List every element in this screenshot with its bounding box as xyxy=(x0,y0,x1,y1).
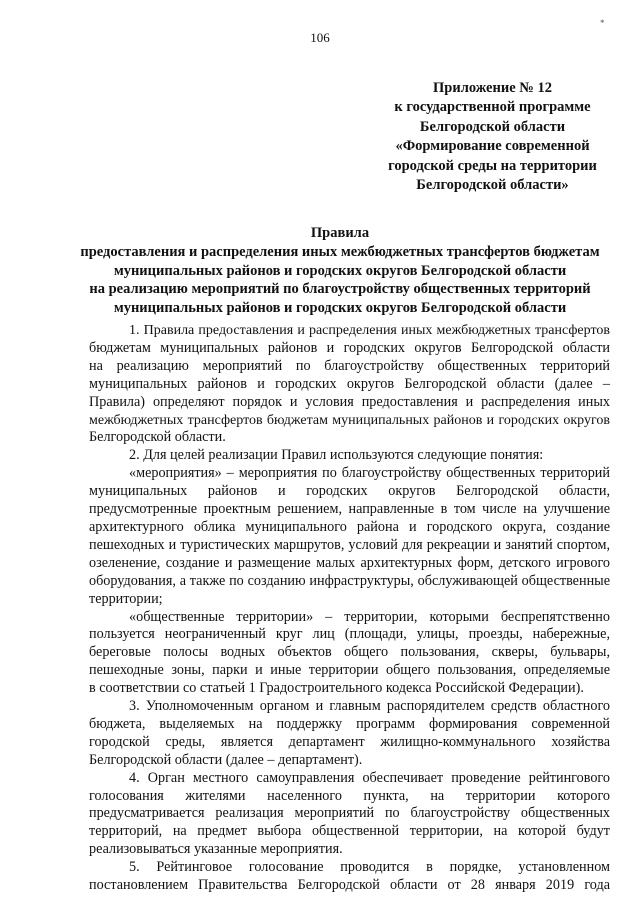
title-line: предоставления и распределения иных межбюджетных трансфертов бюджетам xyxy=(80,244,600,260)
corner-mark: * xyxy=(600,18,605,28)
body-line: «общественные территории» – территории, которыми беспрепятственно xyxy=(129,608,610,625)
body-line: бюджета, выделяемых на поддержку программ формирования современной xyxy=(89,715,610,732)
body-line: территории; xyxy=(89,590,163,607)
body-line: бюджетам муниципальных районов и городских округов Белгородской области xyxy=(89,339,610,356)
document-title xyxy=(70,224,610,317)
appendix-line: городской среды на территории xyxy=(388,157,597,174)
body-line: муниципальных районов и городских округов Белгородской области, xyxy=(89,483,610,500)
body-line: оборудования, а также по созданию инфраструктуры, обслуживающей общественные xyxy=(89,572,610,589)
appendix-line: «Формирование современной xyxy=(395,138,590,155)
body-line: предусматривается реализация мероприятий по благоустройству общественных xyxy=(89,805,610,822)
appendix-line: Приложение № 12 xyxy=(433,80,552,96)
body-line: Белгородской области (далее – департамент). xyxy=(89,751,363,768)
body-line: пешеходных и туристических маршрутов, условий для рекреации и занятий спортом, xyxy=(89,536,610,553)
body-line: 2. Для целей реализации Правил используются следующие понятия: xyxy=(129,447,544,464)
body-line: голосования жителями населенного пункта, на территории которого xyxy=(89,787,610,804)
title-main: Правила xyxy=(310,225,370,241)
body-line: 4. Орган местного самоуправления обеспечивает проведение рейтингового xyxy=(129,769,610,786)
body-line: территорий, на предмет выбора общественной территории, на которой будут xyxy=(89,823,610,840)
body-line: предусмотренные проектным решением, направленные в том числе на улучшение xyxy=(89,501,610,518)
body-line: озеленение, создание и размещение малых архитектурных форм, детского игрового xyxy=(89,554,610,571)
document-body xyxy=(89,322,610,895)
body-line: береговые полосы водных объектов общего пользования, скверы, бульвары, xyxy=(89,644,610,661)
appendix-line: к государственной программе xyxy=(394,99,591,116)
appendix-line: Белгородской области» xyxy=(416,177,569,194)
title-line: на реализацию мероприятий по благоустройству общественных территорий xyxy=(89,281,591,297)
body-line: архитектурного облика муниципального района и городского округа, создание xyxy=(89,518,610,535)
body-line: постановлением Правительства Белгородской области от 28 января 2019 года xyxy=(89,877,610,894)
title-line: муниципальных районов и городских округов Белгородской области xyxy=(113,262,567,279)
body-line: реализовываться указанные мероприятия. xyxy=(89,841,343,858)
body-line: 5. Рейтинговое голосование проводится в порядке, установленном xyxy=(129,859,610,876)
body-line: Правила) определяют порядок и условия предоставления и распределения иных xyxy=(89,393,610,410)
appendix-line: Белгородской области xyxy=(419,118,566,135)
title-line: муниципальных районов и городских округов Белгородской области xyxy=(113,299,567,316)
body-line: Белгородской области. xyxy=(89,429,226,446)
body-line: в соответствии со статьей 1 Градостроительного кодекса Российской Федерации). xyxy=(89,680,584,697)
body-line: «мероприятия» – мероприятия по благоустройству общественных территорий xyxy=(129,465,610,482)
body-line: на реализацию мероприятий по благоустройству общественных территорий xyxy=(89,357,610,374)
body-line: муниципальных районов и городских округов Белгородской области (далее – xyxy=(89,375,610,392)
body-line: пешеходные зоны, парки и иные территории общего пользования, определяемые xyxy=(89,662,610,679)
body-line: городской среды, является департамент жилищно-коммунального хозяйства xyxy=(89,733,610,750)
body-line: 3. Уполномоченным органом и главным распорядителем средств областного xyxy=(129,698,610,715)
appendix-block xyxy=(375,79,610,195)
body-line: межбюджетных трансфертов бюджетам муниципальных районов и городских округов xyxy=(89,412,610,428)
body-line: 1. Правила предоставления и распределения иных межбюджетных трансфертов xyxy=(129,323,610,338)
body-line: пользуется неограниченный круг лиц (площади, улицы, проезды, набережные, xyxy=(89,626,610,643)
page-number: 106 xyxy=(310,30,330,45)
